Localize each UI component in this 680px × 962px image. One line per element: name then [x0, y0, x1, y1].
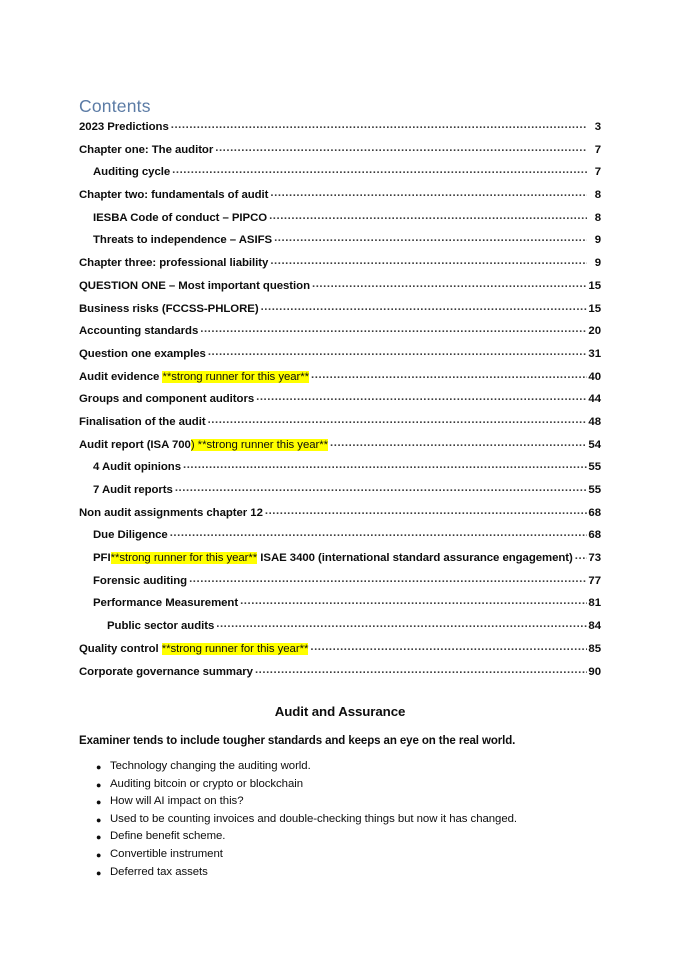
- toc-page-number: 55: [588, 461, 601, 474]
- toc-page-number: 68: [588, 506, 601, 519]
- toc-entry[interactable]: [79, 255, 601, 278]
- toc-page-number: 48: [588, 415, 601, 428]
- toc-entry[interactable]: [79, 437, 601, 460]
- toc-leader-dots: [274, 232, 587, 243]
- toc-page-number: 20: [588, 325, 601, 338]
- toc-entry-label: Chapter one: The auditor: [79, 143, 214, 156]
- toc-page-number: 68: [588, 529, 601, 542]
- toc-leader-dots: [255, 664, 587, 675]
- list-item-label: Technology changing the auditing world.: [110, 760, 311, 772]
- toc-page-number: 15: [588, 302, 601, 315]
- toc-leader-dots: [170, 527, 587, 538]
- toc-entry[interactable]: [79, 164, 601, 187]
- toc-page-number: 81: [588, 597, 601, 610]
- bullet-list: [79, 760, 599, 883]
- toc-entry-label: Due Diligence: [93, 529, 168, 542]
- toc-leader-dots: [216, 618, 587, 629]
- toc-page-number: 7: [594, 143, 601, 156]
- bullet-dot-icon: ●: [96, 814, 102, 825]
- toc-page-number: 84: [588, 620, 601, 633]
- toc-entry-label: Question one examples: [79, 347, 206, 360]
- toc-leader-dots: [310, 641, 587, 652]
- toc-page-number: 44: [588, 393, 601, 406]
- toc-entry[interactable]: [79, 301, 601, 324]
- toc-leader-dots: [208, 414, 587, 425]
- list-item-label: Define benefit scheme.: [110, 830, 226, 843]
- list-item: [79, 778, 599, 796]
- toc-entry[interactable]: [79, 346, 601, 369]
- toc-leader-dots: [312, 278, 587, 289]
- toc-entry-label: QUESTION ONE – Most important question: [79, 279, 310, 292]
- toc-entry-label: 4 Audit opinions: [93, 461, 181, 474]
- toc-entry[interactable]: [79, 210, 601, 233]
- bullet-dot-icon: ●: [96, 849, 102, 860]
- toc-entry-label: Accounting standards: [79, 325, 199, 338]
- toc-page-number: 77: [588, 574, 601, 587]
- toc-entry[interactable]: [79, 391, 601, 414]
- toc-leader-dots: [183, 459, 587, 470]
- toc-leader-dots: [171, 119, 587, 130]
- toc-leader-dots: [175, 482, 587, 493]
- toc-page-number: 7: [594, 166, 601, 179]
- page-title: Contents: [79, 96, 151, 116]
- toc-entry-label: Public sector audits: [107, 620, 215, 633]
- toc-page-number: 9: [594, 257, 601, 270]
- toc-leader-dots: [256, 391, 587, 402]
- toc-entry-label: 7 Audit reports: [93, 484, 173, 496]
- highlighted-note: **strong runner for this year**: [162, 370, 310, 383]
- toc-leader-dots: [330, 437, 587, 448]
- toc-leader-dots: [265, 505, 587, 516]
- toc-leader-dots: [575, 550, 587, 561]
- bullet-dot-icon: ●: [96, 867, 102, 878]
- toc-page-number: 85: [588, 642, 601, 655]
- table-of-contents: [79, 119, 601, 686]
- toc-entry-label: Chapter three: professional liability: [79, 257, 269, 270]
- toc-entry[interactable]: [79, 459, 601, 482]
- toc-leader-dots: [270, 187, 587, 198]
- toc-page-number: 54: [588, 438, 601, 451]
- toc-leader-dots: [172, 164, 587, 175]
- section-lead-text: Examiner tends to include tougher standards and keeps an eye on the real world.: [79, 735, 516, 747]
- toc-leader-dots: [269, 210, 587, 221]
- toc-page-number: 90: [588, 665, 601, 678]
- list-item: [79, 830, 599, 848]
- toc-entry[interactable]: [79, 664, 601, 687]
- list-item: [79, 848, 599, 866]
- toc-entry-text: Quality control: [79, 642, 162, 655]
- toc-entry-text: Audit report (ISA 700: [79, 438, 191, 451]
- toc-page-number: 8: [594, 211, 601, 224]
- toc-leader-dots: [311, 369, 587, 380]
- list-item-label: Deferred tax assets: [110, 865, 208, 878]
- toc-entry-label: Threats to independence – ASIFS: [93, 234, 273, 247]
- toc-entry-label: IESBA Code of conduct – PIPCO: [93, 211, 268, 224]
- toc-page-number: 8: [594, 189, 601, 202]
- toc-entry[interactable]: [79, 550, 601, 573]
- toc-entry[interactable]: [79, 618, 601, 641]
- list-item: [79, 813, 599, 831]
- highlighted-note: ) **strong runner this year**: [190, 438, 329, 451]
- toc-entry-label: Business risks (FCCSS-PHLORE): [79, 302, 259, 315]
- toc-entry-label: Auditing cycle: [93, 166, 171, 179]
- toc-entry[interactable]: [79, 119, 601, 142]
- toc-entry-label: Corporate governance summary: [79, 665, 253, 678]
- toc-page-number: 31: [588, 347, 601, 360]
- toc-entry-label: Forensic auditing: [93, 574, 188, 587]
- toc-entry[interactable]: [79, 573, 601, 596]
- highlighted-note: **strong runner for this year**: [110, 552, 258, 565]
- toc-entry[interactable]: [79, 414, 601, 437]
- toc-leader-dots: [200, 323, 587, 334]
- toc-entry-label: Groups and component auditors: [79, 393, 255, 406]
- toc-entry-label: [79, 439, 328, 451]
- list-item: [79, 795, 599, 813]
- toc-entry-label: [93, 552, 573, 564]
- toc-entry-label: Non audit assignments chapter 12: [79, 506, 263, 519]
- toc-entry[interactable]: [79, 527, 601, 550]
- toc-entry[interactable]: [79, 323, 601, 346]
- toc-page-number: 55: [588, 484, 601, 496]
- toc-entry-label: Finalisation of the audit: [79, 415, 206, 428]
- toc-leader-dots: [208, 346, 587, 357]
- toc-page-number: 73: [588, 552, 601, 565]
- toc-leader-dots: [189, 573, 587, 584]
- toc-leader-dots: [240, 595, 587, 606]
- toc-entry[interactable]: [79, 142, 601, 165]
- toc-page-number: 40: [588, 370, 601, 383]
- toc-page-number: 3: [594, 121, 601, 133]
- toc-entry[interactable]: [79, 505, 601, 528]
- toc-entry[interactable]: [79, 369, 601, 392]
- toc-entry-text: Audit evidence: [79, 370, 163, 383]
- list-item-label: Used to be counting invoices and double-checking things but now it has changed.: [110, 812, 518, 825]
- toc-entry-label: 2023 Predictions: [79, 121, 169, 133]
- toc-entry[interactable]: [79, 278, 601, 301]
- list-item-label: Convertible instrument: [110, 847, 223, 860]
- bullet-dot-icon: ●: [96, 797, 102, 808]
- toc-page-number: 9: [594, 234, 601, 247]
- toc-entry[interactable]: [79, 482, 601, 505]
- toc-entry[interactable]: [79, 187, 601, 210]
- toc-entry-text: ISAE 3400 (international standard assurance engagement): [257, 552, 573, 565]
- highlighted-note: **strong runner for this year**: [161, 642, 309, 655]
- section-heading: Audit and Assurance: [274, 704, 406, 719]
- toc-entry-text: PFI: [93, 552, 111, 565]
- bullet-dot-icon: ●: [96, 779, 102, 790]
- toc-leader-dots: [261, 301, 587, 312]
- bullet-dot-icon: ●: [96, 832, 102, 843]
- toc-page-number: 15: [588, 279, 601, 292]
- toc-entry-label: Chapter two: fundamentals of audit: [79, 189, 269, 202]
- toc-entry-label: [79, 643, 308, 655]
- list-item: [79, 866, 599, 884]
- list-item: [79, 760, 599, 778]
- toc-entry[interactable]: [79, 641, 601, 664]
- toc-entry[interactable]: [79, 595, 601, 618]
- bullet-dot-icon: ●: [96, 762, 102, 772]
- toc-leader-dots: [215, 142, 587, 153]
- toc-entry-label: [79, 371, 309, 383]
- toc-entry-label: Performance Measurement: [93, 597, 239, 610]
- toc-entry[interactable]: [79, 232, 601, 255]
- list-item-label: Auditing bitcoin or crypto or blockchain: [110, 777, 304, 790]
- toc-leader-dots: [270, 255, 587, 266]
- list-item-label: How will AI impact on this?: [110, 795, 244, 808]
